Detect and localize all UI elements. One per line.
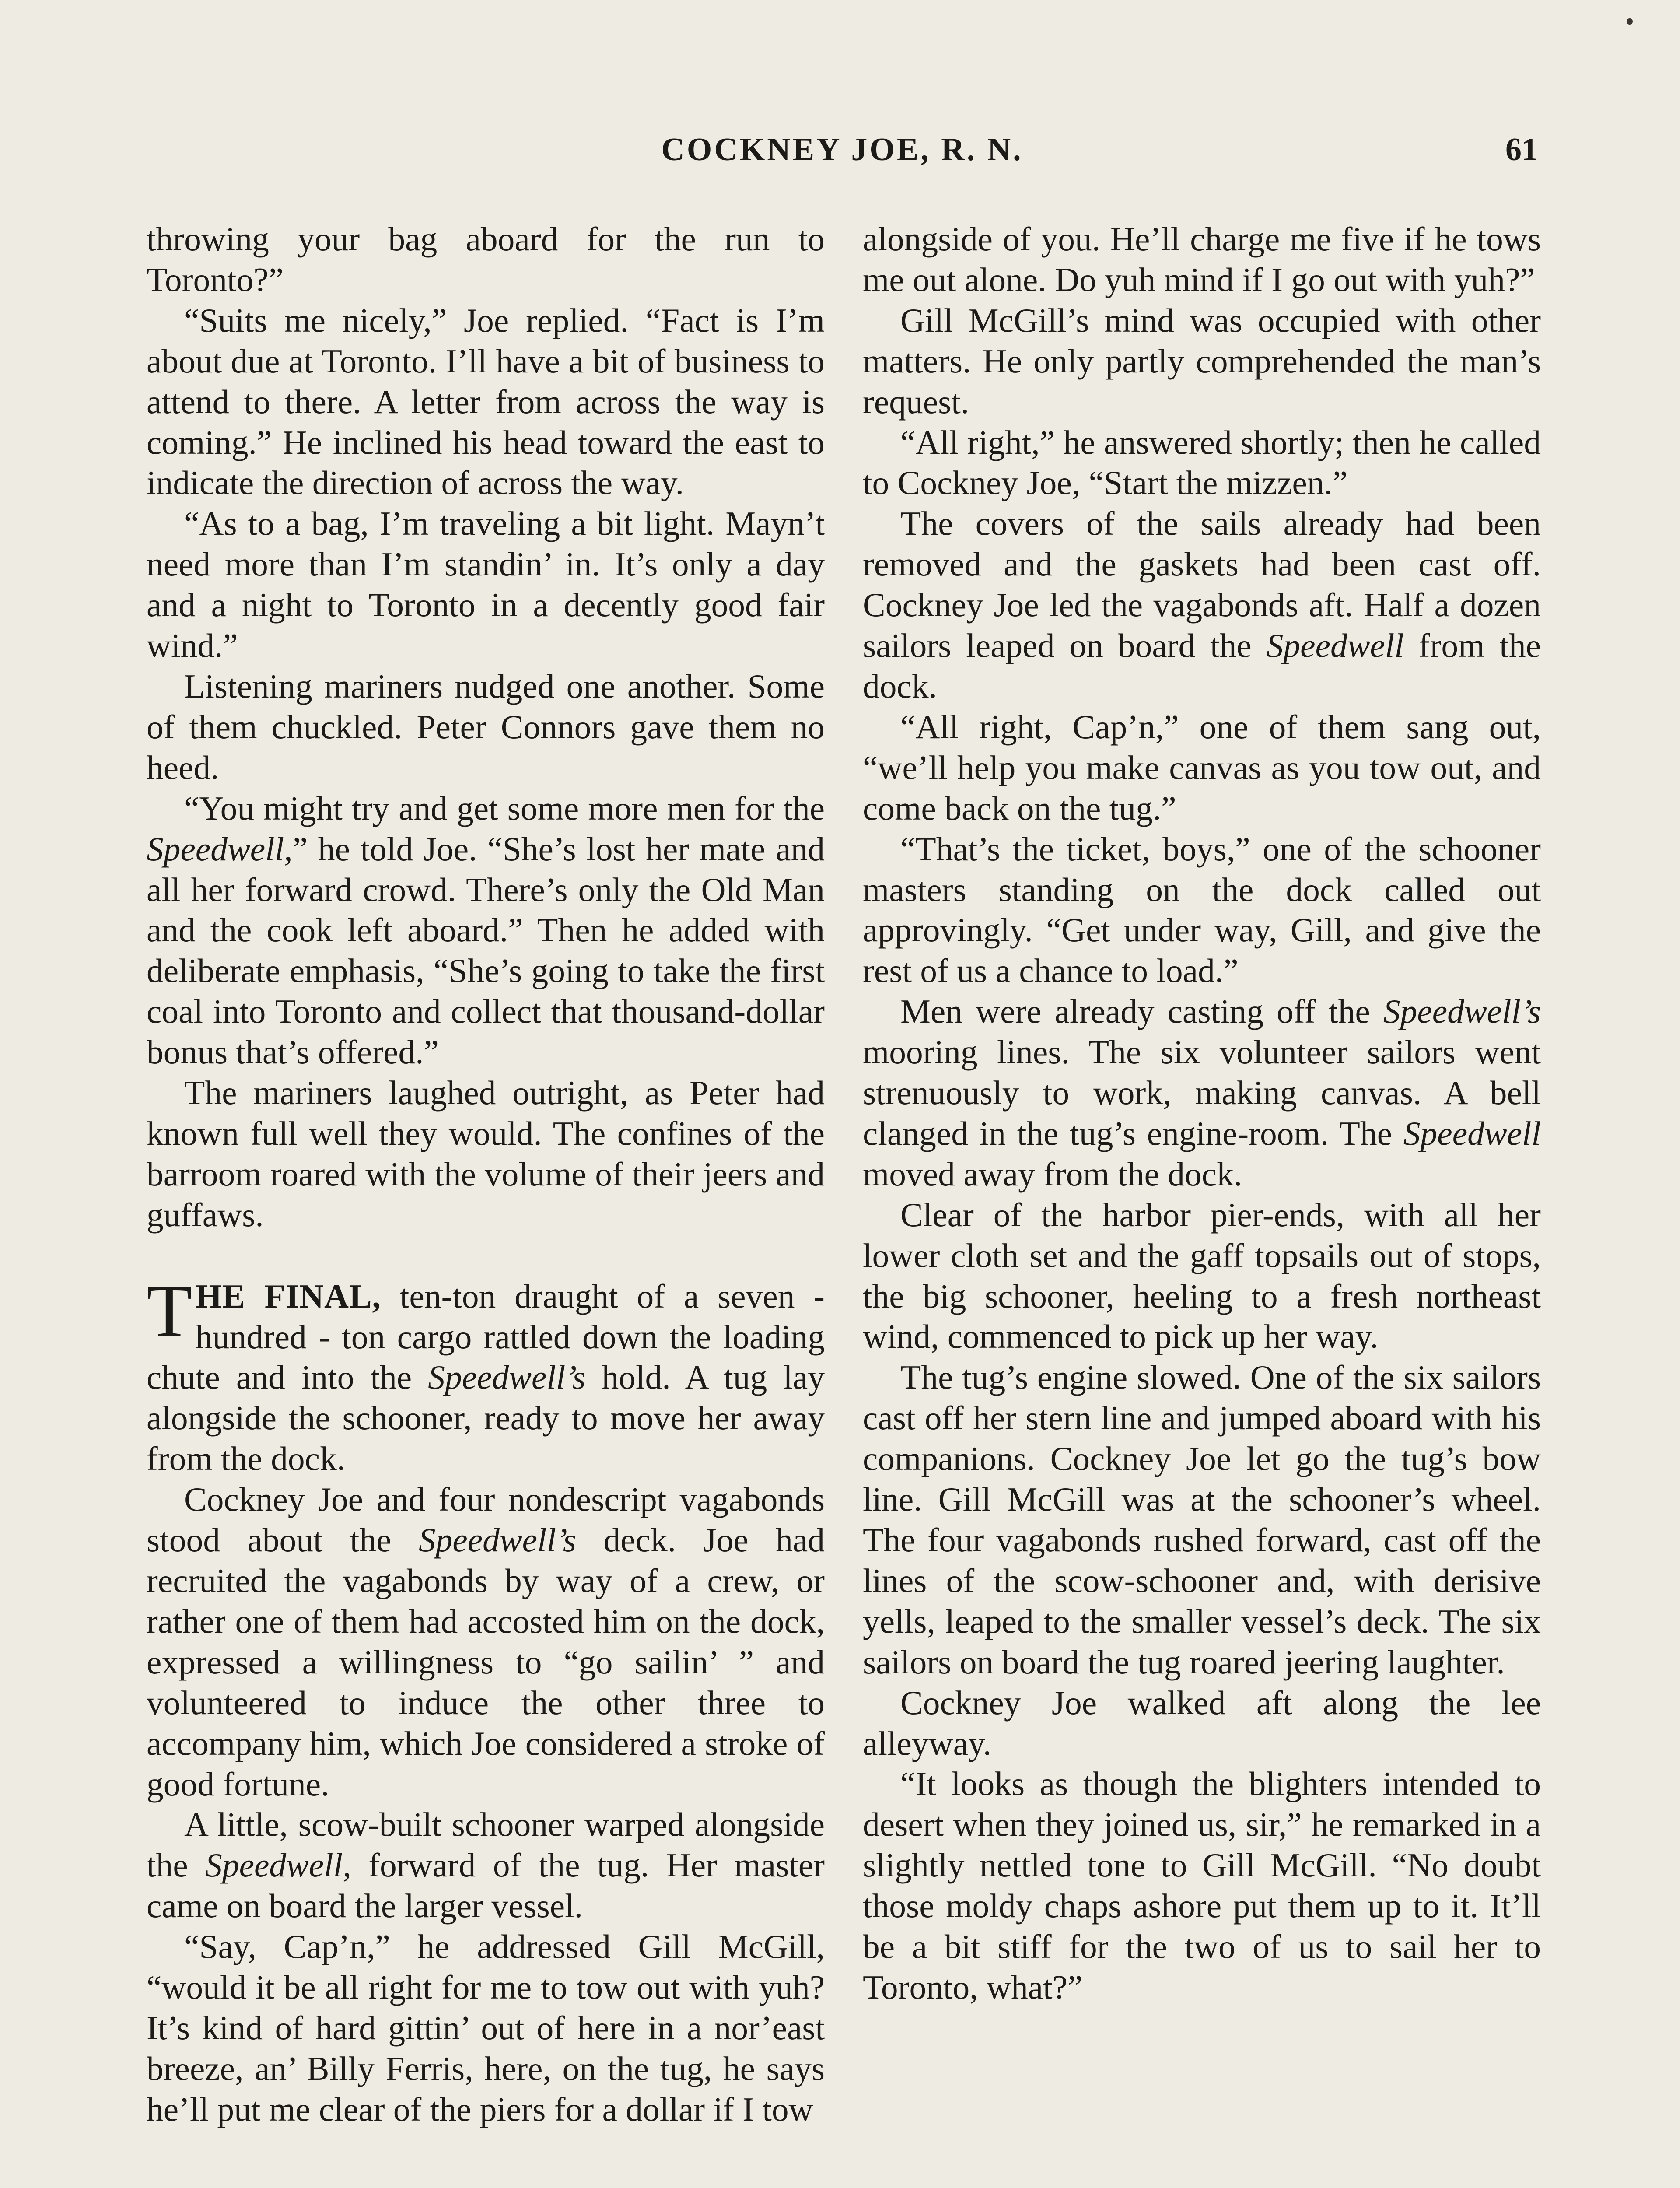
drop-cap: T [147, 1269, 192, 1352]
paragraph: A little, scow-built schooner warped alongside the Speedwell, forward of the tug. Her master came on board the larger vessel. [147, 1806, 825, 1925]
paragraph: Cockney Joe and four nondescript vagabonds stood about the Speedwell’s deck. Joe had recruited the vagabonds by way of a crew, or rather one of them had accosted him on the dock, expressed a willingness to “go sailin’ ” and volunteered to induce the other three to accompany him, which Joe considered a stroke of good fortune. [147, 1480, 825, 1803]
paragraph: “Suits me nicely,” Joe replied. “Fact is I’m about due at Toronto. I’ll have a bit of business to attend to there. A letter from across the way is coming.” He inclined his head toward the east to indicate the direction of across the way. [147, 301, 825, 502]
paragraph: “You might try and get some more men for the Speedwell,” he told Joe. “She’s lost her mate and all her forward crowd. There’s only the Old Man and the cook left aboard.” Then he added with deliberate emphasis, “She’s going to take the first coal into Toronto and collect that thousand-dollar bonus that’s offered.” [147, 789, 825, 1071]
ship-name: Speedwell [147, 830, 284, 868]
paragraph: Cockney Joe walked aft along the lee alleyway. [863, 1683, 1541, 1762]
left-column [147, 219, 825, 2130]
paragraph: Clear of the harbor pier-ends, with all her lower cloth set and the gaff topsails out of stops, the big schooner, heeling to a fresh northeast wind, commenced to pick up her way. [863, 1196, 1541, 1356]
page-number: 61 [1505, 132, 1538, 168]
right-column [863, 219, 1541, 2008]
ship-name: Speedwell’s [418, 1521, 577, 1559]
lead-in: HE FINAL, [195, 1277, 382, 1315]
paragraph: The covers of the sails already had been removed and the gaskets had been cast off. Cockney Joe led the vagabonds aft. Half a dozen sailors leaped on board the Speedwell from the dock. [863, 505, 1541, 705]
paragraph: “It looks as though the blighters intended to desert when they joined us, sir,” he remarked in a slightly nettled tone to Gill McGill. “No doubt those moldy chaps ashore put them up to it. It’ll be a bit stiff for the two of us to sail her to Toronto, what?” [863, 1765, 1541, 2006]
paragraph: The tug’s engine slowed. One of the six sailors cast off her stern line and jumped aboard with his companions. Cockney Joe let go the tug’s bow line. Gill McGill was at the schooner’s wheel. The four vagabonds rushed forward, cast off the lines of the scow-schooner and, with derisive yells, leaped to the smaller vessel’s deck. The six sailors on board the tug roared jeering laughter. [863, 1358, 1541, 1681]
paragraph: “As to a bag, I’m traveling a bit light. Mayn’t need more than I’m standin’ in. It’s only a day and a night to Toronto in a decently good fair wind.” [147, 505, 825, 665]
paragraph: Listening mariners nudged one another. Some of them chuckled. Peter Connors gave them no heed. [147, 667, 825, 786]
paragraph: alongside of you. He’ll charge me five if he tows me out alone. Do yuh mind if I go out with yuh?” [863, 220, 1541, 298]
paragraph: Gill McGill’s mind was occupied with other matters. He only partly comprehended the man’s request. [863, 301, 1541, 421]
paragraph: “All right,” he answered shortly; then he called to Cockney Joe, “Start the mizzen.” [863, 423, 1541, 502]
paragraph: “That’s the ticket, boys,” one of the schooner masters standing on the dock called out approvingly. “Get under way, Gill, and give the rest of us a chance to load.” [863, 830, 1541, 990]
ship-name: Speedwell, [205, 1846, 351, 1884]
running-header [147, 131, 1538, 179]
ship-name: Speedwell’s [428, 1358, 586, 1396]
paragraph: Men were already casting off the Speedwell’s mooring lines. The six volunteer sailors went strenuously to work, making canvas. A bell clanged in the tug’s engine-room. The Speedwell moved away from the dock. [863, 992, 1541, 1193]
ship-name: Speedwell [1403, 1114, 1541, 1152]
ship-name: Speedwell [1266, 627, 1404, 665]
ink-speck [1627, 18, 1633, 25]
paragraph: The mariners laughed outright, as Peter had known full well they would. The confines of the barroom roared with the volume of their jeers and guffaws. [147, 1074, 825, 1234]
paragraph: “All right, Cap’n,” one of them sang out, “we’ll help you make canvas as you tow out, and come back on the tug.” [863, 708, 1541, 827]
ship-name: Speedwell’s [1383, 992, 1541, 1031]
paragraph: “Say, Cap’n,” he addressed Gill McGill, “would it be all right for me to tow out with yuh? It’s kind of hard gittin’ out of here in a nor’east breeze, an’ Billy Ferris, here, on the tug, he says he’ll put me clear of the piers for a dollar if I tow [147, 1928, 825, 2128]
section-opening-paragraph: THE FINAL, ten-ton draught of a seven - hundred - ton cargo rattled down the loading chute and into the Speedwell’s hold. A tug lay alongside the schooner, ready to move her away from the dock. [147, 1269, 825, 1478]
paragraph: throwing your bag aboard for the run to Toronto?” [147, 220, 825, 298]
running-title: COCKNEY JOE, R. N. [661, 132, 1023, 168]
